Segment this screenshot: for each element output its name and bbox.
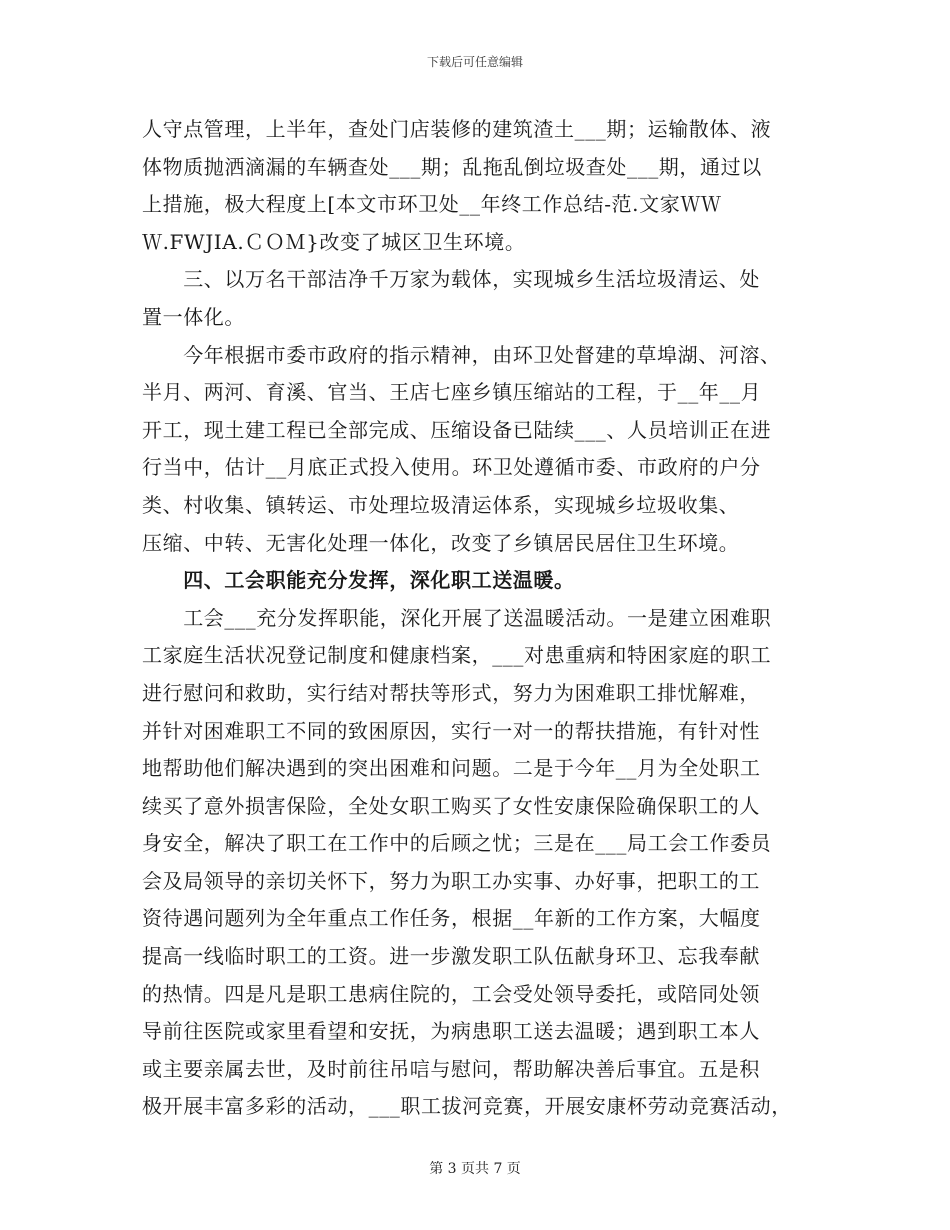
text-line: 上措施，极大程度上[本文市环卫处__年终工作总结-范.文家ＷＷ — [142, 192, 722, 217]
text-line: 提高一线临时职工的工资。进一步激发职工队伍献身环卫、忘我奉献 — [142, 944, 760, 969]
text-line: 地帮助他们解决遇到的突出困难和问题。二是于今年__月为全处职工 — [142, 756, 761, 781]
document-body — [142, 111, 822, 1126]
text-line: 类、村收集、镇转运、市处理垃圾清运体系，实现城乡垃圾收集、 — [142, 492, 740, 517]
text-line: 极开展丰富多彩的活动，___职工拔河竞赛，开展安康杯劳动竞赛活动， — [142, 1094, 792, 1119]
text-line: 人守点管理，上半年，查处门店装修的建筑渣土___期；运输散体、液 — [142, 117, 772, 141]
text-line: 资待遇问题列为全年重点工作任务，根据__年新的工作方案，大幅度 — [142, 906, 761, 931]
text-line: 的热情。四是凡是职工患病住院的，工会受处领导委托，或陪同处领 — [142, 981, 760, 1006]
text-line: 体物质抛洒滴漏的车辆查处___期；乱拖乱倒垃圾查处___期，通过以 — [142, 154, 762, 179]
text-line: 导前往医院或家里看望和安抚，为病患职工送去温暖；遇到职工本人 — [142, 1019, 760, 1044]
text-line: 工会___充分发挥职能，深化开展了送温暖活动。一是建立困难职 — [142, 605, 772, 630]
text-line: Ｗ.FWJIA.ＣＯＭ}改变了城区卫生环境。 — [142, 229, 526, 254]
text-line: 今年根据市委市政府的指示精神，由环卫处督建的草埠湖、河溶、 — [142, 342, 781, 367]
text-line: 工家庭生活状况登记制度和健康档案，___对患重病和特困家庭的职工 — [142, 643, 772, 668]
text-line: 行当中，估计__月底正式投入使用。环卫处遵循市委、市政府的户分 — [142, 455, 761, 480]
section-heading-4: 四、工会职能充分发挥，深化职工送温暖。 — [142, 568, 575, 593]
page-number: 第 3 页共 7 页 — [429, 1161, 521, 1177]
text-line: 会及局领导的亲切关怀下，努力为职工办实事、办好事，把职工的工 — [142, 868, 760, 893]
text-line: 半月、两河、育溪、官当、王店七座乡镇压缩站的工程，于__年__月 — [142, 380, 762, 405]
text-line: 续买了意外损害保险，全处女职工购买了女性安康保险确保职工的人 — [142, 793, 760, 818]
text-line: 压缩、中转、无害化处理一体化，改变了乡镇居民居住卫生环境。 — [142, 530, 740, 555]
text-line: 置一体化。 — [142, 304, 245, 329]
text-line: 并针对困难职工不同的致困原因，实行一对一的帮扶措施，有针对性 — [142, 718, 760, 743]
page-header: 下载后可任意编辑 — [426, 55, 523, 69]
text-line: 身安全，解决了职工在工作中的后顾之忧；三是在___局工会工作委员 — [142, 831, 772, 856]
text-line: 或主要亲属去世，及时前往吊唁与慰问，帮助解决善后事宜。五是积 — [142, 1056, 760, 1081]
section-heading-3: 三、以万名干部洁净千万家为载体，实现城乡生活垃圾清运、处 — [142, 267, 760, 292]
text-line: 开工，现土建工程已全部完成、压缩设备已陆续___、人员培训正在进 — [142, 417, 772, 442]
text-line: 进行慰问和救助，实行结对帮扶等形式，努力为困难职工排忧解难， — [142, 680, 760, 705]
